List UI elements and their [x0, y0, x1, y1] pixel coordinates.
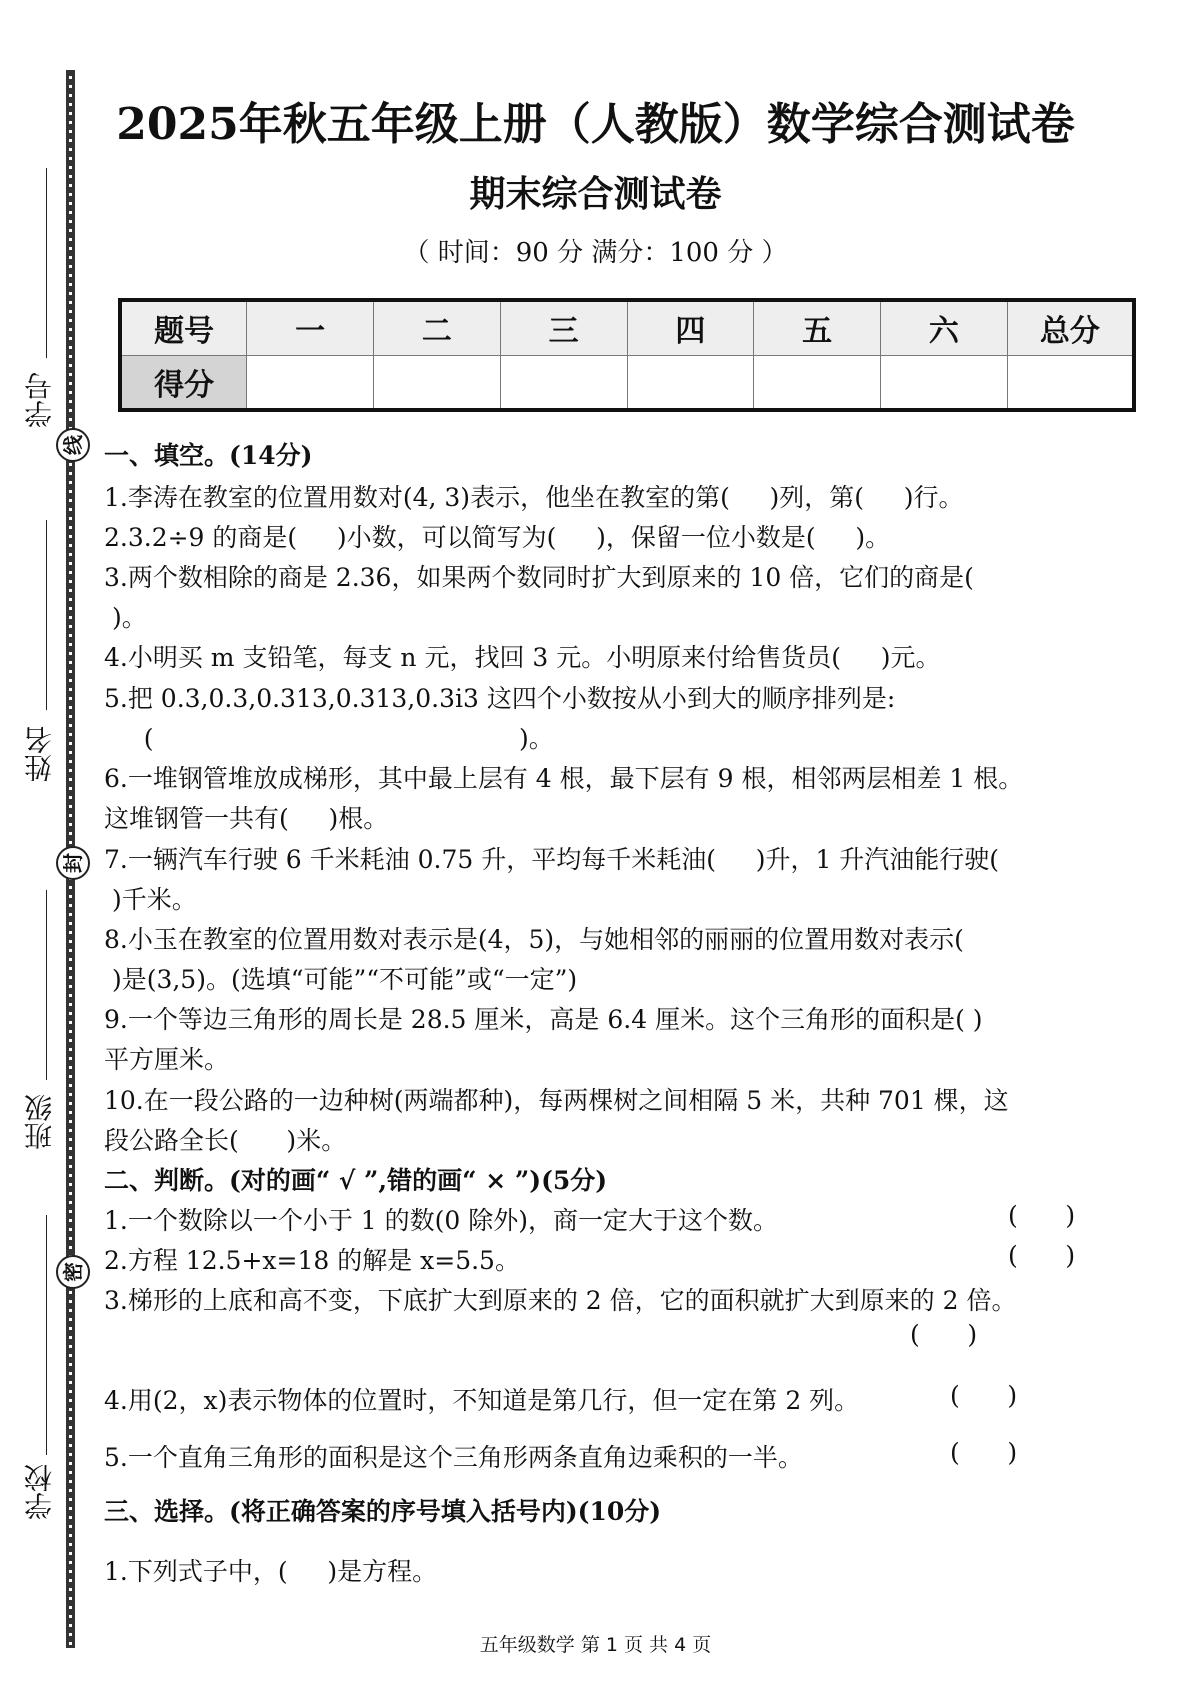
exam-title: 2025年秋五年级上册（人教版）数学综合测试卷 — [116, 99, 1075, 150]
school-underline — [46, 1215, 47, 1455]
score-table — [118, 298, 1136, 412]
score-cell[interactable] — [1007, 355, 1134, 410]
exam-subtitle: 期末综合测试卷 — [469, 173, 722, 215]
question-line: 这堆钢管一共有( )根。 — [104, 804, 389, 833]
col-3: 三 — [500, 300, 627, 355]
section-heading: 一、填空。(14分) — [104, 441, 313, 470]
question-line: 9.一个等边三角形的周长是 28.5 厘米，高是 6.4 厘米。这个三角形的面积是( ) — [104, 1005, 983, 1034]
score-cell[interactable] — [881, 355, 1008, 410]
seal-mark-secret: 密 — [56, 1255, 90, 1289]
question-line: 平方厘米。 — [104, 1045, 230, 1074]
score-cell[interactable] — [754, 355, 881, 410]
question-line: 7.一辆汽车行驶 6 千米耗油 0.75 升，平均每千米耗油( )升，1 升汽油能行驶( — [104, 845, 1000, 874]
col-6: 六 — [881, 300, 1008, 355]
question-line: 10.在一段公路的一边种树(两端都种)，每两棵树之间相隔 5 米，共种 701 棵，这 — [104, 1086, 1009, 1115]
choice-line: 1.下列式子中，( )是方程。 — [104, 1557, 438, 1586]
question-line: 4.小明买 m 支铅笔，每支 n 元，找回 3 元。小明原来付给售货员( )元。 — [104, 643, 941, 672]
seal-mark-line: 线 — [56, 428, 90, 462]
question-line: 8.小玉在教室的位置用数对表示是(4，5)，与她相邻的丽丽的位置用数对表示( — [104, 925, 964, 954]
col-4: 四 — [627, 300, 754, 355]
col-5: 五 — [754, 300, 881, 355]
question-line: 1.李涛在教室的位置用数对(4, 3)表示，他坐在教室的第( )列，第( )行。 — [104, 483, 964, 512]
name-underline — [46, 520, 47, 710]
class-label: 班级 — [23, 1094, 56, 1150]
class-underline — [46, 890, 47, 1080]
col-1: 一 — [247, 300, 374, 355]
judge-line: 2.方程 12.5+x=18 的解是 x=5.5。 — [104, 1246, 520, 1275]
student-id-label: 学号 — [23, 372, 56, 428]
row-label-score: 得分 — [120, 355, 247, 410]
judge-line: 3.梯形的上底和高不变，下底扩大到原来的 2 倍，它的面积就扩大到原来的 2 倍。 — [104, 1286, 1017, 1315]
answer-blank[interactable]: ( ) — [910, 1320, 978, 1349]
judge-line: 1.一个数除以一个小于 1 的数(0 除外)，商一定大于这个数。 — [104, 1206, 779, 1235]
question-line: )是(3,5)。(选填“可能”“不可能”或“一定”) — [104, 965, 578, 994]
score-cell[interactable] — [500, 355, 627, 410]
question-line: 6.一堆钢管堆放成梯形，其中最上层有 4 根，最下层有 9 根，相邻两层相差 1 根。 — [104, 764, 1024, 793]
section-heading: 三、选择。(将正确答案的序号填入括号内)(10分) — [104, 1497, 662, 1526]
score-cell[interactable] — [627, 355, 754, 410]
question-line: )千米。 — [104, 885, 197, 914]
question-line: )。 — [104, 603, 147, 632]
question-line: 5.把 0.3,0.3,0.313,0.313,0.3i3 这四个小数按从小到大的顺序排列是: — [104, 684, 896, 713]
exam-info: （ 时间：90 分 满分：100 分 ） — [403, 238, 788, 268]
judge-line: 5.一个直角三角形的面积是这个三角形两条直角边乘积的一半。 — [104, 1443, 803, 1472]
score-cell[interactable] — [374, 355, 501, 410]
col-2: 二 — [374, 300, 501, 355]
school-label: 学校 — [23, 1464, 56, 1520]
page-footer: 五年级数学 第 1 页 共 4 页 — [479, 1634, 712, 1656]
answer-blank[interactable]: ( ) — [1008, 1201, 1076, 1230]
answer-blank[interactable]: ( ) — [950, 1381, 1018, 1410]
col-total: 总分 — [1007, 300, 1134, 355]
question-line: 2.3.2÷9 的商是( )小数，可以简写为( )，保留一位小数是( )。 — [104, 523, 891, 552]
section-heading: 二、判断。(对的画“ √ ”,错的画“ × ”)(5分) — [104, 1166, 608, 1195]
answer-blank[interactable]: ( ) — [950, 1438, 1018, 1467]
question-line: ( )。 — [104, 724, 554, 753]
row-label-question: 题号 — [120, 300, 247, 355]
score-cell[interactable] — [247, 355, 374, 410]
answer-blank[interactable]: ( ) — [1008, 1241, 1076, 1270]
judge-line: 4.用(2，x)表示物体的位置时，不知道是第几行，但一定在第 2 列。 — [104, 1386, 860, 1415]
question-line: 3.两个数相除的商是 2.36，如果两个数同时扩大到原来的 10 倍，它们的商是( — [104, 563, 974, 592]
question-line: 段公路全长( )米。 — [104, 1126, 347, 1155]
seal-mark-seal: 封 — [56, 846, 90, 880]
name-label: 姓名 — [23, 726, 56, 782]
